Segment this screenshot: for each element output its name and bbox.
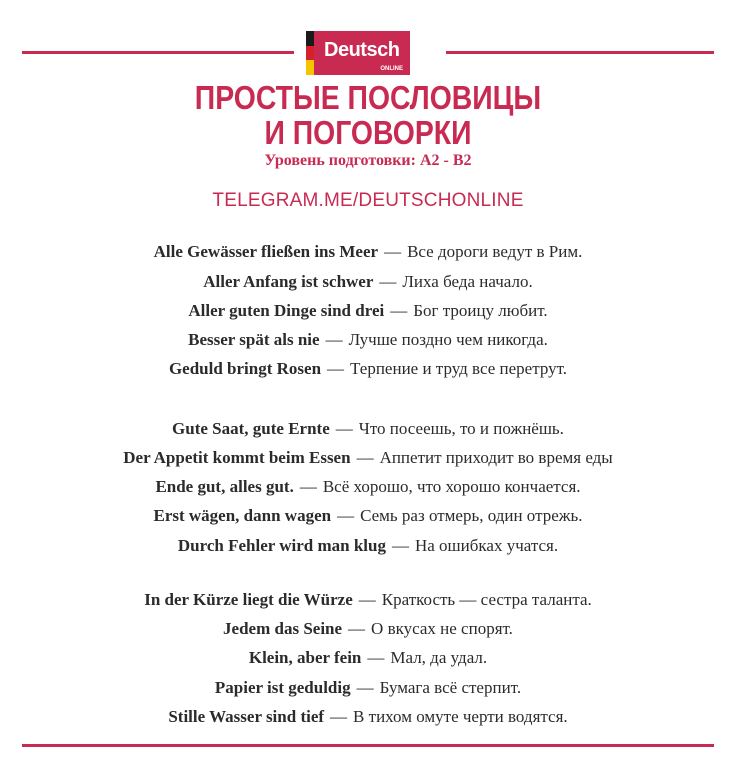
proverb-dash: — — [379, 272, 397, 291]
proverb-dash: — — [356, 678, 374, 697]
deutsch-online-logo — [306, 31, 410, 75]
proverb-dash: — — [330, 707, 348, 726]
proverb-dash: — — [356, 448, 374, 467]
proverb-row — [0, 300, 736, 322]
proverb-dash: — — [384, 242, 402, 261]
proverb-row — [0, 358, 736, 380]
proverb-german: Ende gut, alles gut. — [155, 477, 294, 496]
telegram-link[interactable]: TELEGRAM.ME/DEUTSCHONLINE — [212, 190, 524, 211]
proverb-row — [0, 677, 736, 699]
proverb-row — [0, 505, 736, 527]
proverb-dash: — — [325, 330, 343, 349]
proverb-russian: Что посеешь, то и пожнёшь. — [358, 419, 564, 438]
proverb-german: Jedem das Seine — [223, 619, 343, 638]
proverb-russian: Бог троицу любит. — [413, 301, 548, 320]
proverb-german: Aller Anfang ist schwer — [203, 272, 374, 291]
proverb-row — [0, 618, 736, 640]
logo-wordmark: Deutsch — [324, 39, 400, 61]
proverb-row — [0, 418, 736, 440]
proverb-dash: — — [348, 619, 366, 638]
proverb-russian: Бумага всё стерпит. — [379, 678, 522, 697]
logo-badge — [314, 31, 410, 75]
top-left-divider — [22, 51, 294, 54]
proverb-dash: — — [327, 359, 345, 378]
proverb-german: Alle Gewässer fließen ins Meer — [153, 242, 379, 261]
proverb-russian: Всё хорошо, что хорошо кончается. — [322, 477, 581, 496]
proverb-german: Gute Saat, gute Ernte — [172, 419, 330, 438]
proverb-row — [0, 241, 736, 263]
proverb-row — [0, 647, 736, 669]
proverb-german: In der Kürze liegt die Würze — [144, 590, 353, 609]
proverb-german: Geduld bringt Rosen — [168, 359, 322, 378]
top-right-divider — [446, 51, 714, 54]
proverb-russian: Лиха беда начало. — [402, 272, 533, 291]
proverb-russian: Лучше поздно чем никогда. — [348, 330, 548, 349]
bottom-divider — [22, 744, 714, 747]
proverb-russian: Мал, да удал. — [390, 648, 488, 667]
proverb-row — [0, 476, 736, 498]
proverb-russian: В тихом омуте черти водятся. — [353, 707, 568, 726]
logo-tagline: ONLINE — [380, 66, 403, 72]
proverb-row — [0, 329, 736, 351]
proverb-russian: Семь раз отмерь, один отрежь. — [360, 506, 583, 525]
proverb-german: Besser spät als nie — [188, 330, 320, 349]
proverb-dash: — — [367, 648, 385, 667]
proverb-german: Aller guten Dinge sind drei — [188, 301, 385, 320]
proverb-german: Erst wägen, dann wagen — [153, 506, 332, 525]
proverb-dash: — — [390, 301, 408, 320]
proverb-german: Der Appetit kommt beim Essen — [123, 448, 351, 467]
proverb-german: Durch Fehler wird man klug — [177, 536, 386, 555]
proverb-row — [0, 271, 736, 293]
proverb-row — [0, 535, 736, 557]
proverb-dash: — — [391, 536, 409, 555]
level-subtitle: Уровень подготовки: А2 - В2 — [264, 152, 472, 169]
proverb-russian: Аппетит приходит во время еды — [379, 448, 613, 467]
proverb-german: Klein, aber fein — [248, 648, 362, 667]
proverb-german: Stille Wasser sind tief — [168, 707, 325, 726]
proverb-russian: О вкусах не спорят. — [371, 619, 513, 638]
proverb-dash: — — [335, 419, 353, 438]
proverb-dash: — — [358, 590, 376, 609]
proverb-dash: — — [299, 477, 317, 496]
page-title-line-1: ПРОСТЫЕ ПОСЛОВИЦЫ — [194, 79, 542, 116]
proverb-russian: Все дороги ведут в Рим. — [407, 242, 583, 261]
proverb-row — [0, 589, 736, 611]
proverb-german: Papier ist geduldig — [214, 678, 351, 697]
german-flag-icon — [306, 31, 314, 75]
proverb-russian: Краткость — сестра таланта. — [381, 590, 592, 609]
proverb-dash: — — [337, 506, 355, 525]
proverb-row — [0, 447, 736, 469]
page-title-line-2: И ПОГОВОРКИ — [264, 114, 472, 151]
proverb-russian: На ошибках учатся. — [414, 536, 559, 555]
proverb-row — [0, 706, 736, 728]
proverb-russian: Терпение и труд все перетрут. — [350, 359, 568, 378]
